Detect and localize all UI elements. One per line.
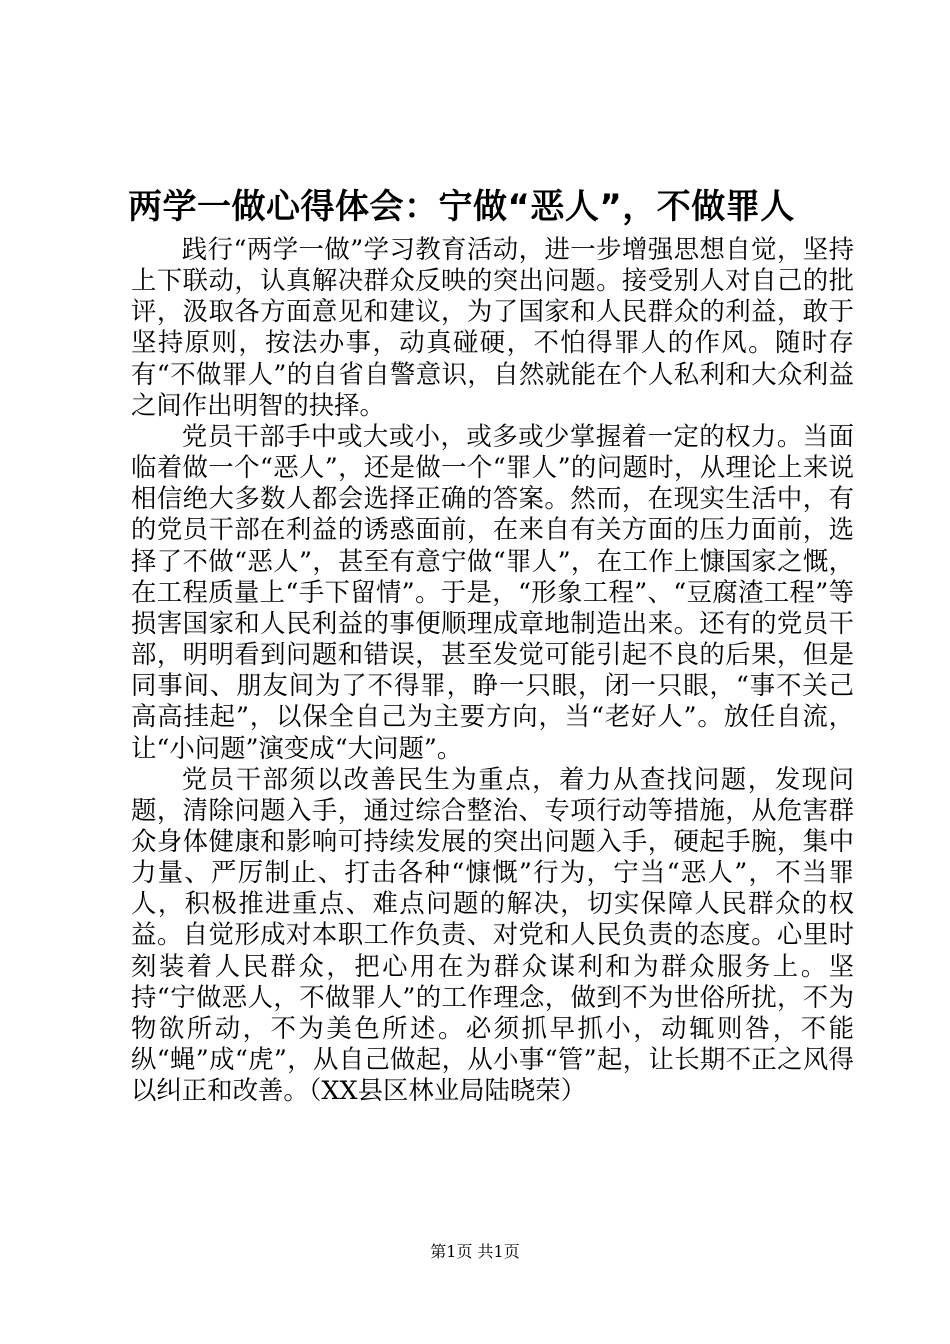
document-title: 两学一做心得体会：宁做“恶人”，不做罪人 — [128, 187, 795, 227]
paragraph: 党员干部手中或大或小，或多或少掌握着一定的权力。当面临着做一个“恶人”，还是做一个“罪人”的问题时，从理论上来说相信绝大多数人都会选择正确的答案。然而，在现实生活中，有的党员干部在利益的诱惑面前，在来自有关方面的压力面前，选择了不做“恶人”，甚至有意宁做“罪人”，在工作上慷国家之慨，在工程质量上“手下留情”。于是，“形象工程”、“豆腐渣工程”等损害国家和人民利益的事便顺理成章地制造出来。还有的党员干部，明明看到问题和错误，甚至发觉可能引起不良的后果，但是同事间、朋友间为了不得罪，睁一只眼，闭一只眼，“事不关己高高挂起”，以保全自己为主要方向，当“老好人”。放任自流，让“小问题”演变成“大问题”。 — [131, 420, 854, 763]
page-footer: 第1页 共1页 — [430, 1242, 520, 1261]
paragraph: 践行“两学一做”学习教育活动，进一步增强思想自觉，坚持上下联动，认真解决群众反映的突出问题。接受别人对自己的批评，汲取各方面意见和建议，为了国家和人民群众的利益，敢于坚持原则，按法办事，动真碰硬，不怕得罪人的作风。随时存有“不做罪人”的自省自警意识，自然就能在个人私利和大众利益之间作出明智的抉择。 — [131, 234, 854, 420]
paragraph: 党员干部须以改善民生为重点，着力从查找问题，发现问题，清除问题入手，通过综合整治、专项行动等措施，从危害群众身体健康和影响可持续发展的突出问题入手，硬起手腕，集中力量、严厉制止、打击各种“慷慨”行为，宁当“恶人”，不当罪人，积极推进重点、难点问题的解决，切实保障人民群众的权益。自觉形成对本职工作负责、对党和人民负责的态度。心里时刻装着人民群众，把心用在为群众谋利和为群众服务上。坚持“宁做恶人，不做罪人”的工作理念，做到不为世俗所扰，不为物欲所动，不为美色所述。必须抓早抓小，动辄则咎，不能纵“蝇”成“虎”，从自己做起，从小事“管”起，让长期不正之风得以纠正和改善。（XX县区林业局陆晓荣） — [131, 763, 854, 1106]
document-body — [131, 234, 854, 1106]
